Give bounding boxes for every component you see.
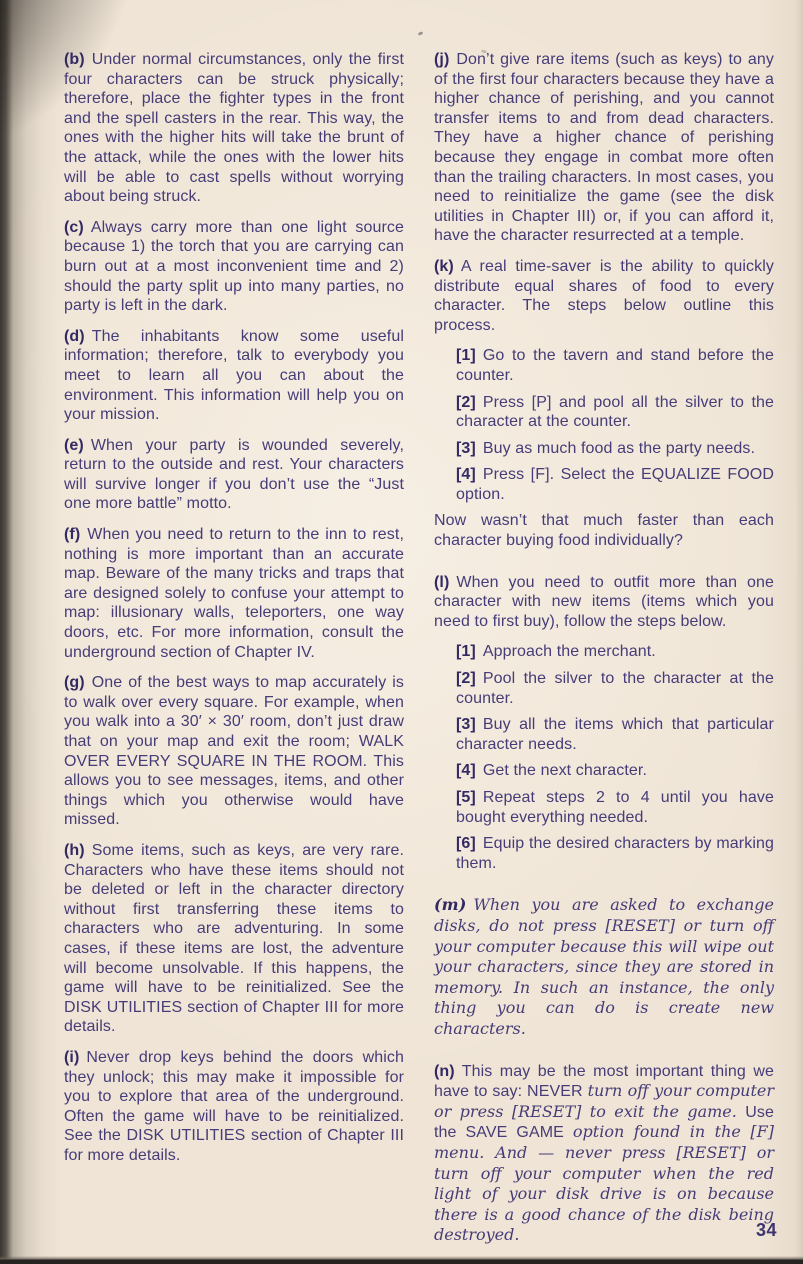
paragraph-j xyxy=(434,50,774,246)
paragraph-n xyxy=(434,1062,774,1246)
paragraph-text: When you are asked to exchange disks, do not press [RESET] or turn off your computer because this will wipe out your characters, since they are stored in memory. In such an instance, the only thing you can do is create new characters. xyxy=(434,895,774,1038)
step-l-6 xyxy=(456,834,774,873)
paragraph-label: (n) xyxy=(434,1062,455,1080)
paragraph-m xyxy=(434,895,774,1039)
paragraph-text: Equip the desired characters by marking them. xyxy=(456,835,774,872)
paragraph-text: Go to the tavern and stand before the counter. xyxy=(456,347,774,384)
paragraph-g xyxy=(64,673,404,830)
paragraph-label: [1] xyxy=(456,643,476,661)
paragraph-label: (d) xyxy=(64,327,85,345)
paragraph-k-closing xyxy=(434,511,774,550)
text-segment: option found in the [F] menu. And — never press [RESET] or turn off your computer when the red light of your disk drive is on because there is a good chance of the disk being destroyed. xyxy=(434,1122,774,1245)
paragraph-text: Now wasn’t that much faster than each character buying food individually? xyxy=(434,512,774,550)
step-k-4 xyxy=(456,465,774,504)
step-k-2 xyxy=(456,393,774,432)
paragraph-text: Pool the silver to the character at the counter. xyxy=(456,670,774,707)
paragraph-f xyxy=(64,525,404,662)
step-l-2 xyxy=(456,669,774,708)
page-number: 34 xyxy=(755,1220,777,1240)
paragraph-label: (i) xyxy=(64,1048,80,1066)
paragraph-label: (g) xyxy=(64,674,85,692)
paragraph-label: [5] xyxy=(456,789,476,806)
step-l-4 xyxy=(456,761,774,781)
paragraph-text: Under normal circumstances, only the first four characters can be struck physically; therefore, place the fighter types in the front and the spell casters in the rear. This way, the ones with the higher hits will take the brunt of the attack, while the ones with the lower hits will be able to cast spells without worrying about being struck. xyxy=(64,51,404,206)
step-k-3 xyxy=(456,439,774,459)
paragraph-h xyxy=(64,841,404,1037)
paragraph-text: Always carry more than one light source because 1) the torch that you are carrying can burn out at a most inconvenient time and 2) should the party split up into many parties, no party is left in the dark. xyxy=(64,218,404,315)
paragraph-e xyxy=(64,436,404,514)
paragraph-text: Repeat steps 2 to 4 until you have bought everything needed. xyxy=(456,789,774,826)
paragraph-text: Don’t give rare items (such as keys) to any of the first four characters because they have a higher chance of perishing, and you cannot transfer items to and from dead characters. They have a higher chance of perishing because they engage in combat more often than the trailing characters. In most cases, you need to reinitialize the game (see the disk utilities in Chapter III) or, if you can afford it, have the character resurrected at a temple. xyxy=(434,51,774,245)
paragraph-label: (l) xyxy=(434,573,450,591)
paragraph-text: Press [P] and pool all the silver to the character at the counter. xyxy=(456,393,774,431)
paragraph-text: When you need to return to the inn to rest, nothing is more important than an accurate map. Beware of the many tricks and traps that are designed solely to confuse your attempt to map: illusionary walls, teleporters, one way doors, etc. For more information, consult the underground section of Chapter IV. xyxy=(64,526,404,661)
paragraph-text: The inhabitants know some useful information; therefore, talk to everybody you meet to learn all you can about the environment. This information will help you on your mission. xyxy=(64,327,404,424)
paragraph-label: [2] xyxy=(456,393,476,411)
paragraph-text: Buy all the items which that particular character needs. xyxy=(456,716,774,753)
paragraph-text: Never drop keys behind the doors which they unlock; this may make it impossible for you to explore that area of the underground. Often the game will have to be reinitialized. See the DISK UTILITIES section of Chapter III for more details. xyxy=(64,1048,404,1164)
paragraph-label: [6] xyxy=(456,835,476,853)
paragraph-text: Approach the merchant. xyxy=(482,643,656,661)
paragraph-label: [2] xyxy=(456,670,476,688)
paragraph-label: [4] xyxy=(456,762,476,780)
step-k-1 xyxy=(456,346,774,385)
paragraph-label: (j) xyxy=(434,51,450,68)
paragraph-text: Buy as much food as the party needs. xyxy=(482,439,756,457)
text-segment: This may be the most important thing we have to say: NEVER xyxy=(434,1062,774,1101)
paragraph-label: (m) xyxy=(434,895,467,915)
right-column xyxy=(434,50,774,1257)
text-segment: Use the SAVE GAME xyxy=(434,1103,774,1142)
paragraph-l xyxy=(434,573,774,632)
paragraph-i xyxy=(64,1048,404,1166)
paragraph-text: When your party is wounded severely, return to the outside and rest. Your characters will survive longer if you don’t use the “Just one more battle” motto. xyxy=(64,436,404,513)
step-l-3 xyxy=(456,715,774,754)
paragraph-label: (k) xyxy=(434,257,454,275)
paragraph-text: Press [F]. Select the EQUALIZE FOOD option. xyxy=(456,466,774,503)
left-column xyxy=(64,50,404,1176)
paragraph-text: A real time-saver is the ability to quickly distribute equal shares of food to every character. The steps below outline this process. xyxy=(434,257,774,334)
dust-speck xyxy=(418,31,424,36)
paragraph-c xyxy=(64,218,404,316)
paragraph-label: (b) xyxy=(64,51,85,68)
text-segment: turn off your computer or press [RESET] to exit the game. xyxy=(434,1081,774,1121)
paragraph-label: (h) xyxy=(64,841,85,859)
paragraph-label: [3] xyxy=(456,439,476,457)
paragraph-text: Get the next character. xyxy=(482,762,648,780)
paragraph-b xyxy=(64,50,404,207)
paragraph-label: [4] xyxy=(456,466,476,484)
paragraph-text: When you need to outfit more than one character with new items (items which you need to first buy), follow the steps below. xyxy=(434,573,774,630)
paragraph-label: (f) xyxy=(64,526,81,544)
paragraph-label: [3] xyxy=(456,716,476,734)
paragraph-d xyxy=(64,327,404,425)
paragraph-label: (c) xyxy=(64,218,84,236)
paragraph-label: (e) xyxy=(64,436,84,454)
paragraph-text: Some items, such as keys, are very rare. Characters who have these items should not be deleted or left in the character directory without first transferring these items to characters who are adventuring. In some cases, if these items are lost, the adventure will become unsolvable. If this happens, the game will have to be reinitialized. See the DISK UTILITIES section of Chapter III for more details. xyxy=(64,841,404,1036)
paragraph-label: [1] xyxy=(456,347,476,365)
step-l-5 xyxy=(456,788,774,827)
paragraph-text: One of the best ways to map accurately is to walk over every square. For example, when you walk into a 30′ × 30′ room, don’t just draw that on your map and exit the room; WALK OVER EVERY SQUARE IN THE ROOM. This allows you to see messages, items, and other things which you otherwise would have missed. xyxy=(64,674,404,829)
paragraph-k xyxy=(434,257,774,335)
step-l-1 xyxy=(456,642,774,662)
